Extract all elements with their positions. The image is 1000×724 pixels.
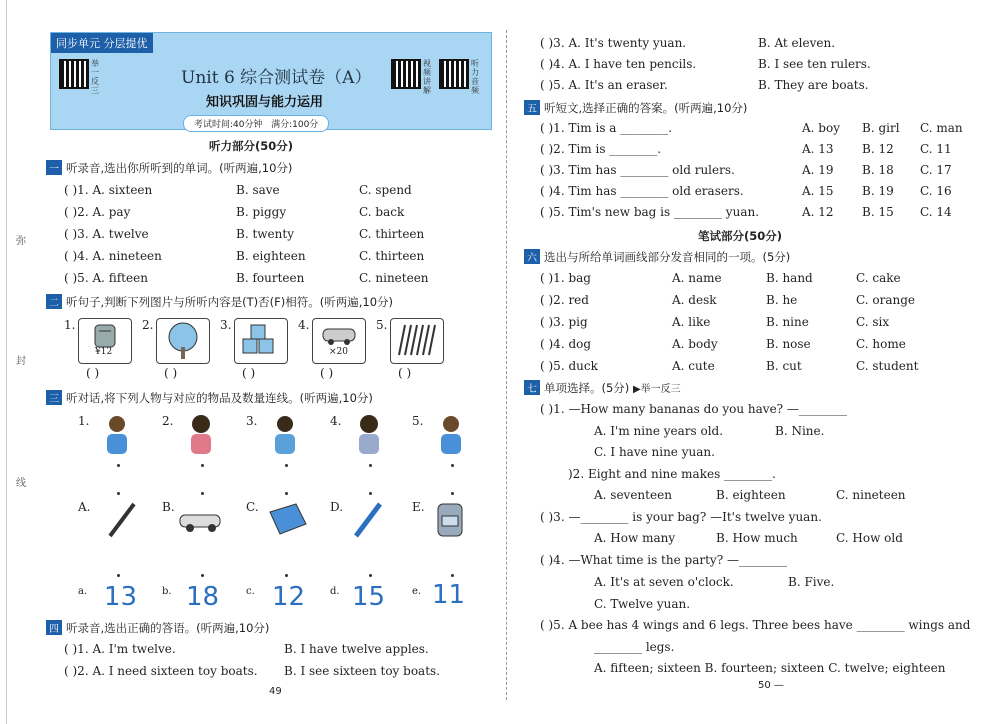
option-b: B. Five. xyxy=(788,575,835,589)
page-number: 49 xyxy=(269,686,282,697)
option-a: A. body xyxy=(672,337,718,351)
option-a: A. name xyxy=(672,271,722,285)
boy-icon xyxy=(270,414,300,456)
price-caption: ¥12 xyxy=(95,347,113,357)
pencils-picture xyxy=(390,318,444,364)
tree-icon xyxy=(157,319,209,363)
person-number: 5. xyxy=(412,414,424,428)
section-text: 听短文,选择正确的答案。(听两遍,10分) xyxy=(544,101,748,115)
item-number: 3. xyxy=(220,318,232,332)
option-b: B. hand xyxy=(766,271,813,285)
option-b: B. They are boats. xyxy=(758,78,869,92)
given-word: ( )4. dog xyxy=(540,337,592,351)
option-b: B. 12 xyxy=(862,142,894,156)
match-dot[interactable] xyxy=(285,574,288,577)
option-c: C. six xyxy=(856,315,890,329)
option-b: B. How much xyxy=(716,531,798,545)
option-c: C. student xyxy=(856,359,919,373)
option-c: C. I have nine yuan. xyxy=(594,445,715,459)
option-b: B. he xyxy=(766,293,798,307)
match-dot[interactable] xyxy=(285,492,288,495)
person-number: 2. xyxy=(162,414,174,428)
section-5-heading xyxy=(524,100,747,116)
section-text: 听句子,判断下列图片与所听内容是(T)否(F)相符。(听两遍,10分) xyxy=(66,295,394,309)
number-letter: a. xyxy=(78,586,88,597)
given-word: ( )5. duck xyxy=(540,359,598,373)
qr-label: 举一反三 xyxy=(91,59,99,95)
item-number: 4. xyxy=(298,318,310,332)
related-tag: ▶举一反三 xyxy=(632,384,681,395)
listening-title: 听力部分(50分) xyxy=(209,139,294,153)
option-b: B. piggy xyxy=(236,205,287,219)
item-letter: E. xyxy=(412,500,425,514)
exam-score: 满分:100分 xyxy=(271,120,319,130)
toy-car-icon xyxy=(176,505,226,535)
question: ( )3. Tim has ________ old rulers. xyxy=(540,163,735,177)
margin-mark: 弥 xyxy=(16,236,26,247)
section-text: 听录音,选出正确的答语。(听两遍,10分) xyxy=(66,621,270,635)
binding-margin xyxy=(0,0,40,724)
option-a: ( )2. A. pay xyxy=(64,205,131,219)
question: ( )5. A bee has 4 wings and 6 legs. Three bees have ________ wings and xyxy=(540,618,971,632)
option-a: ( )5. A. fifteen xyxy=(64,271,148,285)
car-picture xyxy=(312,318,366,364)
options: A. fifteen; sixteen B. fourteen; sixteen C. twelve; eighteen xyxy=(594,661,946,675)
option-c: C. orange xyxy=(856,293,916,307)
option-c: C. cake xyxy=(856,271,901,285)
margin-line xyxy=(6,0,7,724)
number-letter: c. xyxy=(246,586,255,597)
answer-blank[interactable]: ( ) xyxy=(242,366,256,380)
boxes-icon xyxy=(235,319,287,363)
qr-label: 听力音频 xyxy=(471,59,479,95)
match-dot[interactable] xyxy=(451,574,454,577)
boxes-picture xyxy=(234,318,288,364)
match-dot[interactable] xyxy=(451,464,454,467)
margin-mark: 封 xyxy=(16,356,26,367)
option-a: ( )3. A. twelve xyxy=(64,227,149,241)
option-b: B. eighteen xyxy=(236,249,306,263)
item-number: 2. xyxy=(142,318,154,332)
option-b: B. 19 xyxy=(862,184,894,198)
option-a: ( )5. A. It's an eraser. xyxy=(540,78,668,92)
section-number: 七 xyxy=(524,380,540,395)
option-a: ( )2. A. I need sixteen toy boats. xyxy=(64,664,258,678)
section-3-heading xyxy=(46,390,373,406)
answer-blank[interactable]: ( ) xyxy=(86,366,100,380)
option-b: B. Nine. xyxy=(775,424,825,438)
item-letter: A. xyxy=(78,500,91,514)
option-c: C. thirteen xyxy=(359,227,425,241)
option-a: A. 15 xyxy=(802,184,834,198)
qr-label: 视频讲解 xyxy=(423,59,431,95)
big-number: 12 xyxy=(272,582,306,612)
item-number: 5. xyxy=(376,318,388,332)
question: ( )3. —________ is your bag? —It's twelve yuan. xyxy=(540,510,822,524)
match-dot[interactable] xyxy=(117,492,120,495)
option-c: C. 17 xyxy=(920,163,952,177)
match-dot[interactable] xyxy=(201,574,204,577)
option-b: B. save xyxy=(236,183,280,197)
option-b: B. nine xyxy=(766,315,809,329)
question: ( )4. —What time is the party? —________ xyxy=(540,553,787,567)
option-b: B. 18 xyxy=(862,163,894,177)
question: ( )2. Tim is ________. xyxy=(540,142,662,156)
section-7-heading xyxy=(524,380,681,396)
item-letter: D. xyxy=(330,500,344,514)
option-a: A. cute xyxy=(672,359,715,373)
section-2-heading xyxy=(46,294,393,310)
section-text: 听录音,选出你所听到的单词。(听两遍,10分) xyxy=(66,161,293,175)
option-b: B. girl xyxy=(862,121,900,135)
given-word: ( )2. red xyxy=(540,293,589,307)
item-letter: B. xyxy=(162,500,175,514)
answer-blank[interactable]: ( ) xyxy=(398,366,412,380)
boy-icon xyxy=(102,414,132,456)
pen-icon xyxy=(104,500,140,540)
option-b: B. I have twelve apples. xyxy=(284,642,429,656)
title-banner xyxy=(50,32,492,130)
option-c: C. nineteen xyxy=(836,488,906,502)
option-b: B. nose xyxy=(766,337,811,351)
section-number: 三 xyxy=(46,390,62,405)
section-number: 六 xyxy=(524,249,540,264)
schoolbag-picture xyxy=(78,318,132,364)
fountain-pen-icon xyxy=(350,500,386,540)
option-a: ( )1. A. I'm twelve. xyxy=(64,642,176,656)
number-letter: d. xyxy=(330,586,340,597)
option-c: C. man xyxy=(920,121,963,135)
qr-code-icon[interactable] xyxy=(439,59,469,89)
number-letter: e. xyxy=(412,586,422,597)
option-a: A. It's at seven o'clock. xyxy=(594,575,734,589)
section-1-heading xyxy=(46,160,292,176)
answer-blank[interactable]: ( ) xyxy=(164,366,178,380)
option-c: C. home xyxy=(856,337,906,351)
backpack-icon xyxy=(432,498,468,540)
person-number: 3. xyxy=(246,414,258,428)
option-b: B. fourteen xyxy=(236,271,305,285)
option-b: B. eighteen xyxy=(716,488,786,502)
big-number: 18 xyxy=(186,582,220,612)
written-title: 笔试部分(50分) xyxy=(698,229,783,243)
option-a: ( )3. A. It's twenty yuan. xyxy=(540,36,687,50)
section-number: 五 xyxy=(524,100,540,115)
option-a: A. 12 xyxy=(802,205,834,219)
option-b: B. twenty xyxy=(236,227,294,241)
unit-tag: 同步单元 分层提优 xyxy=(51,33,153,53)
option-a: A. How many xyxy=(594,531,676,545)
given-word: ( )1. bag xyxy=(540,271,591,285)
page-gutter xyxy=(506,30,508,700)
option-a: A. 13 xyxy=(802,142,834,156)
option-c: C. How old xyxy=(836,531,903,545)
question: ( )1. Tim is a ________. xyxy=(540,121,673,135)
option-a: A. desk xyxy=(672,293,717,307)
page-title: Unit 6 综合测试卷（A） xyxy=(181,68,372,88)
margin-mark: 线 xyxy=(16,478,26,489)
exam-info xyxy=(183,115,329,132)
option-c: C. thirteen xyxy=(359,249,425,263)
option-a: ( )4. A. I have ten pencils. xyxy=(540,57,697,71)
option-c: C. Twelve yuan. xyxy=(594,597,691,611)
match-dot[interactable] xyxy=(369,492,372,495)
match-dot[interactable] xyxy=(201,492,204,495)
option-c: C. back xyxy=(359,205,405,219)
question: ( )5. Tim's new bag is ________ yuan. xyxy=(540,205,760,219)
right-page xyxy=(520,0,990,724)
page-number: 50 — xyxy=(758,680,784,691)
big-number: 13 xyxy=(104,582,138,612)
big-number: 15 xyxy=(352,582,386,612)
option-b: B. At eleven. xyxy=(758,36,836,50)
option-c: C. nineteen xyxy=(359,271,429,285)
section-number: 二 xyxy=(46,294,62,309)
option-b: B. cut xyxy=(766,359,802,373)
option-a: A. 19 xyxy=(802,163,834,177)
option-b: B. I see sixteen toy boats. xyxy=(284,664,441,678)
option-b: B. 15 xyxy=(862,205,894,219)
option-a: A. seventeen xyxy=(594,488,672,502)
option-a: ( )1. A. sixteen xyxy=(64,183,153,197)
big-number: 11 xyxy=(432,580,466,610)
section-text: 选出与所给单词画线部分发音相同的一项。(5分) xyxy=(544,250,791,264)
option-c: C. 11 xyxy=(920,142,952,156)
option-b: B. I see ten rulers. xyxy=(758,57,871,71)
answer-blank[interactable]: ( ) xyxy=(320,366,334,380)
section-text: 单项选择。(5分) xyxy=(544,381,630,395)
section-number: 四 xyxy=(46,620,62,635)
girl-icon xyxy=(186,414,216,456)
tree-picture xyxy=(156,318,210,364)
question: )2. Eight and nine makes ________. xyxy=(568,467,776,481)
match-dot[interactable] xyxy=(369,574,372,577)
option-a: A. I'm nine years old. xyxy=(594,424,724,438)
book-icon xyxy=(266,500,310,540)
option-c: C. 14 xyxy=(920,205,952,219)
section-4-heading xyxy=(46,620,269,636)
option-c: C. 16 xyxy=(920,184,952,198)
girl-icon xyxy=(354,414,384,456)
item-letter: C. xyxy=(246,500,259,514)
number-letter: b. xyxy=(162,586,172,597)
match-dot[interactable] xyxy=(117,574,120,577)
section-number: 一 xyxy=(46,160,62,175)
option-a: A. boy xyxy=(802,121,840,135)
match-dot[interactable] xyxy=(285,464,288,467)
section-text: 听对话,将下列人物与对应的物品及数量连线。(听两遍,10分) xyxy=(66,391,373,405)
page-subtitle: 知识巩固与能力运用 xyxy=(206,95,324,110)
section-6-heading xyxy=(524,249,790,265)
pencils-icon xyxy=(391,319,443,363)
question-continued: ________ legs. xyxy=(594,640,675,654)
match-dot[interactable] xyxy=(117,464,120,467)
given-word: ( )3. pig xyxy=(540,315,588,329)
person-number: 4. xyxy=(330,414,342,428)
exam-time: 考试时间:40分钟 xyxy=(194,120,263,130)
match-dot[interactable] xyxy=(369,464,372,467)
option-c: C. spend xyxy=(359,183,412,197)
quantity-caption: ×20 xyxy=(329,347,348,357)
question: ( )4. Tim has ________ old erasers. xyxy=(540,184,744,198)
option-a: ( )4. A. nineteen xyxy=(64,249,162,263)
match-dot[interactable] xyxy=(201,464,204,467)
match-dot[interactable] xyxy=(451,492,454,495)
option-a: A. like xyxy=(672,315,711,329)
qr-code-icon[interactable] xyxy=(59,59,89,89)
item-number: 1. xyxy=(64,318,76,332)
person-number: 1. xyxy=(78,414,90,428)
boy-icon xyxy=(436,414,466,456)
question: ( )1. —How many bananas do you have? —________ xyxy=(540,402,847,416)
qr-code-icon[interactable] xyxy=(391,59,421,89)
left-page xyxy=(44,0,494,724)
